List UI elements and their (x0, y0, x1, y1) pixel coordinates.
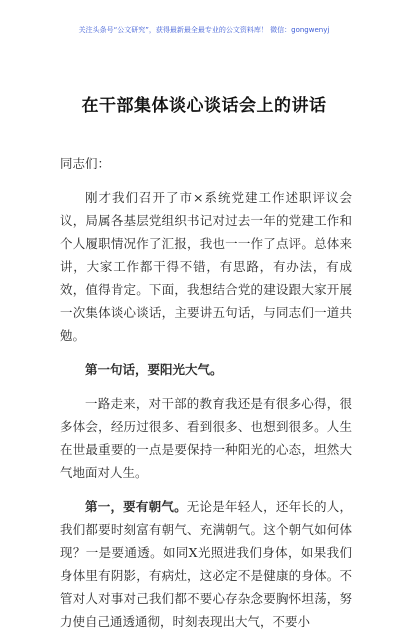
page-title: 在干部集体谈心谈话会上的讲话 (81, 96, 327, 116)
paragraph-section-1: 一路走来，对干部的教育我还是有很多心得，很多体会，经历过很多、看到很多、也想到很多。人生在世最重要的一点是要保持一种阳光的心态，坦然大气地面对人生。 (60, 396, 352, 480)
header-note: 关注头条号“公文研究”，获得最新最全最专业的公文资料库！ 微信：gongwenyj (78, 26, 330, 34)
document-body (60, 152, 352, 644)
paragraph-intro: 刚才我们召开了市×系统党建工作述职评议会议，局属各基层党组织书记对过去一年的党建工作和个人履职情况作了汇报，我也一一作了点评。总体来讲，大家工作都干得不错，有思路，有办法，有成效，值得肯定。下面，我想结合党的建设跟大家开展一次集体谈心谈话，主要讲五句话，与同志们一道共勉。 (60, 190, 352, 343)
point-1-text: 无论是年轻人，还年长的人，我们都要时刻富有朝气、充满朝气。这个朝气如何体现？一是要通透。如同X光照进我们身体，如果我们身体里有阴影，有病灶，这必定不是健康的身体。不管对人对事对己我们都不要心存杂念要胸怀坦荡，努力使自己通透通彻，时刻表现出大气，不要小 (60, 499, 352, 629)
salutation: 同志们： (60, 156, 111, 171)
paragraph-point-1 (60, 495, 352, 633)
point-1-lead: 第一，要有朝气。 (85, 499, 187, 514)
section-heading-1: 第一句话，要阳光大气。 (85, 362, 223, 377)
